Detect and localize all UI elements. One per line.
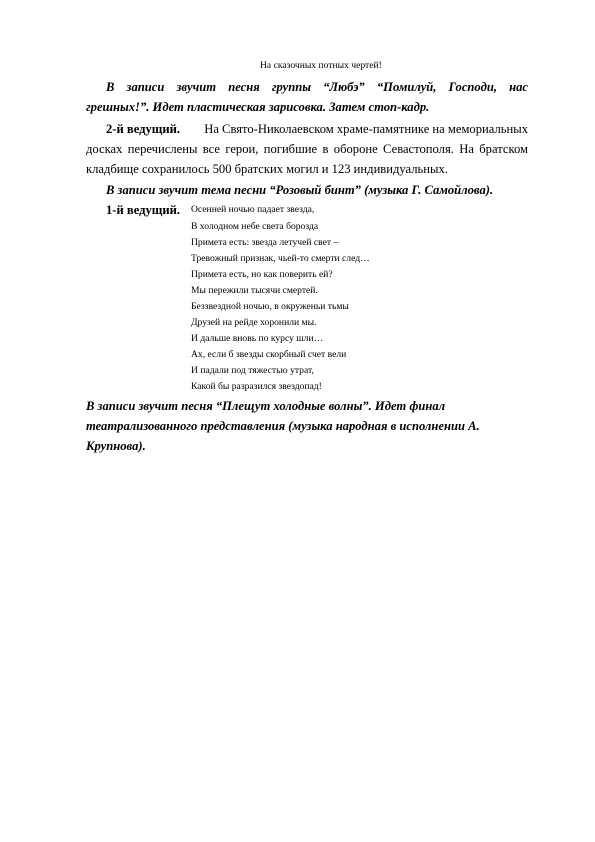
stage-direction-1-line-1: В записи звучит песня группы “Любэ” “Помилуй, Господи, нас [106, 80, 528, 94]
host-2-label: 2-й ведущий. [106, 122, 181, 136]
stage-direction-2: В записи звучит тема песни “Розовый бинт” (музыка Г. Самойлова). [106, 183, 494, 197]
host-1-label: 1-й ведущий. [106, 203, 181, 217]
stage-direction-3-line-2: театрализованного представления (музыка народная в исполнении А. [86, 419, 480, 433]
stage-direction-3-line-3: Крупнова). [86, 439, 146, 453]
poem-line: Осенней ночью падает звезда, [191, 204, 315, 215]
host-2-text-1: На Свято-Николаевском храме-памятнике на мемориальных [204, 122, 528, 136]
stage-direction-1-line-2: грешных!”. Идет пластическая зарисовка. Затем стоп-кадр. [86, 100, 430, 114]
host-2-line-3: кладбище сохранилось 500 братских могил и 123 индивидуальных. [86, 162, 448, 176]
top-line: На сказочных потных чертей! [260, 60, 382, 71]
poem-line: Тревожный признак, чьей-то смерти след… [191, 253, 370, 264]
poem-line: И дальше вновь по курсу шли… [191, 333, 324, 344]
poem-line: Мы пережили тысячи смертей. [191, 285, 318, 296]
poem-line: Друзей на рейде хоронили мы. [191, 317, 317, 328]
host-2-line-1 [106, 121, 528, 137]
poem-line: Примета есть: звезда летучей свет – [191, 237, 339, 248]
poem-line: Какой бы разразился звездопад! [191, 381, 322, 392]
poem-line: Ах, если б звезды скорбный счет вели [191, 349, 347, 360]
host-2-line-2: досках перечислены все герои, погибшие в обороне Севастополя. На братском [86, 142, 528, 156]
poem-line: Беззвездной ночью, в окруженьи тьмы [191, 301, 349, 312]
poem-line: В холодном небе света борозда [191, 221, 319, 232]
poem-line: И падали под тяжестью утрат, [191, 365, 314, 376]
poem-line: Примета есть, но как поверить ей? [191, 269, 333, 280]
stage-direction-3-line-1: В записи звучит песня “Плещут холодные волны”. Идет финал [86, 399, 446, 413]
